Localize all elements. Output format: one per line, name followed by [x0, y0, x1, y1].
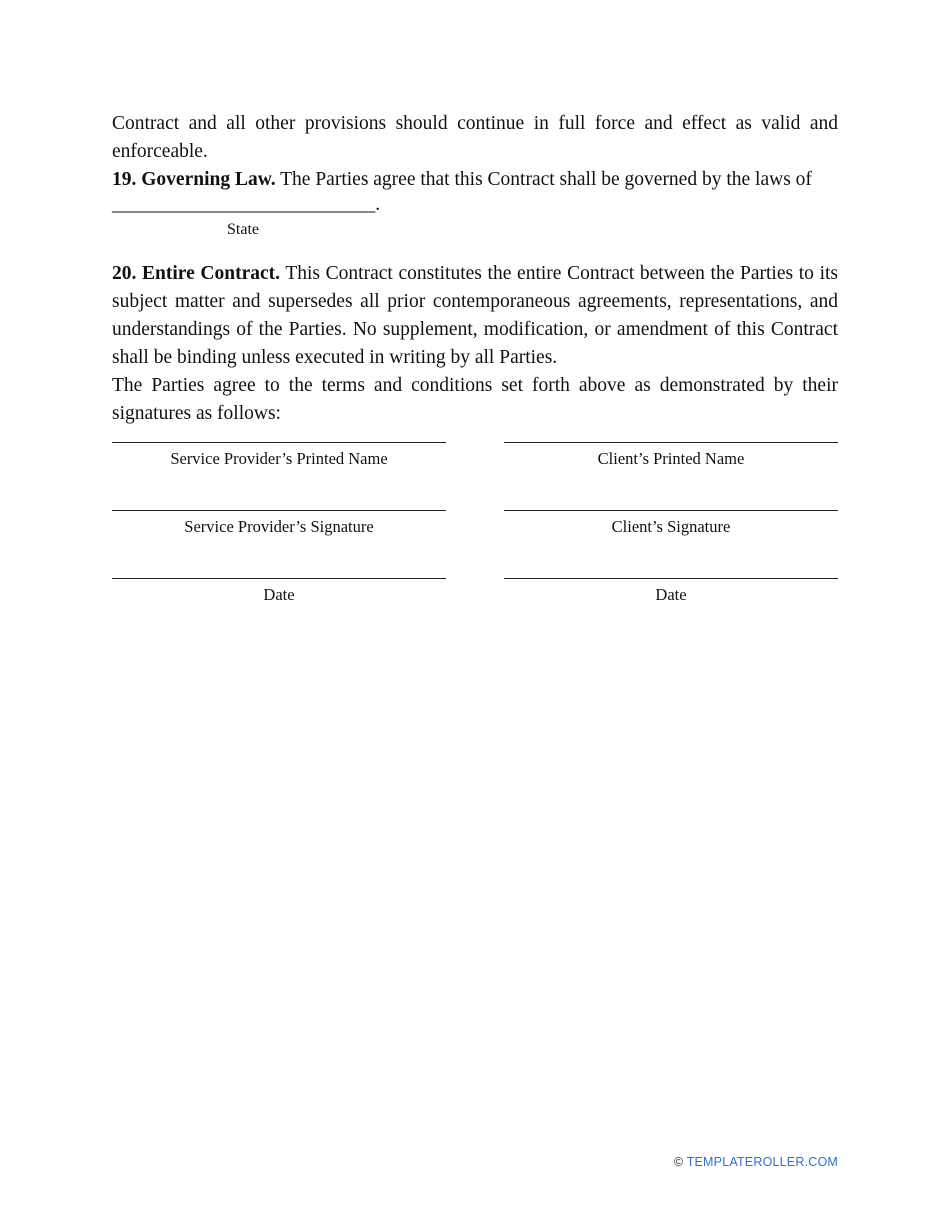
- entire-contract-paragraph: [112, 260, 838, 372]
- client-date-block: [504, 564, 838, 605]
- continuation-paragraph: Contract and all other provisions should continue in full force and effect as valid and enforceable.: [112, 113, 838, 162]
- governing-law-heading: 19. Governing Law.: [112, 169, 276, 190]
- client-signature-block: [504, 496, 838, 537]
- provider-name-line[interactable]: [112, 428, 446, 443]
- entire-contract-text: This Contract constitutes the entire Contract between the Parties to its subject matter and supersedes all prior contemporaneous agreements, representations, and understandings of the Parties. No supplement, modification, or amendment of this Contract shall be binding unless executed in writing by all Parties.: [112, 263, 838, 368]
- agreement-paragraph: The Parties agree to the terms and conditions set forth above as demonstrated by their signatures as follows:: [112, 375, 838, 424]
- provider-date-line[interactable]: [112, 564, 446, 579]
- provider-date-label: Date: [263, 585, 295, 604]
- entire-contract-heading: 20. Entire Contract.: [112, 263, 281, 284]
- provider-signature-label: Service Provider’s Signature: [184, 517, 374, 536]
- copyright-symbol: ©: [673, 1155, 684, 1169]
- client-date-label: Date: [655, 585, 687, 604]
- client-signature-line[interactable]: [504, 496, 838, 511]
- client-name-line[interactable]: [504, 428, 838, 443]
- date-row: [112, 564, 838, 605]
- provider-name-label: Service Provider’s Printed Name: [170, 449, 388, 468]
- client-date-line[interactable]: [504, 564, 838, 579]
- provider-date-block: [112, 564, 446, 605]
- state-blank[interactable]: ___________________________.: [112, 194, 381, 215]
- provider-name-block: [112, 428, 446, 469]
- document-page: [112, 110, 838, 632]
- client-name-label: Client’s Printed Name: [597, 449, 745, 468]
- templateroller-link[interactable]: TEMPLATEROLLER.COM: [686, 1155, 838, 1169]
- printed-name-row: [112, 428, 838, 469]
- state-label: State: [227, 221, 259, 238]
- governing-law-paragraph: [112, 166, 838, 194]
- governing-law-text: The Parties agree that this Contract shall be governed by the laws of: [280, 169, 812, 190]
- client-name-block: [504, 428, 838, 469]
- provider-signature-block: [112, 496, 446, 537]
- client-signature-label: Client’s Signature: [611, 517, 731, 536]
- footer-credit: [674, 1155, 838, 1169]
- signature-row: [112, 496, 838, 537]
- provider-signature-line[interactable]: [112, 496, 446, 511]
